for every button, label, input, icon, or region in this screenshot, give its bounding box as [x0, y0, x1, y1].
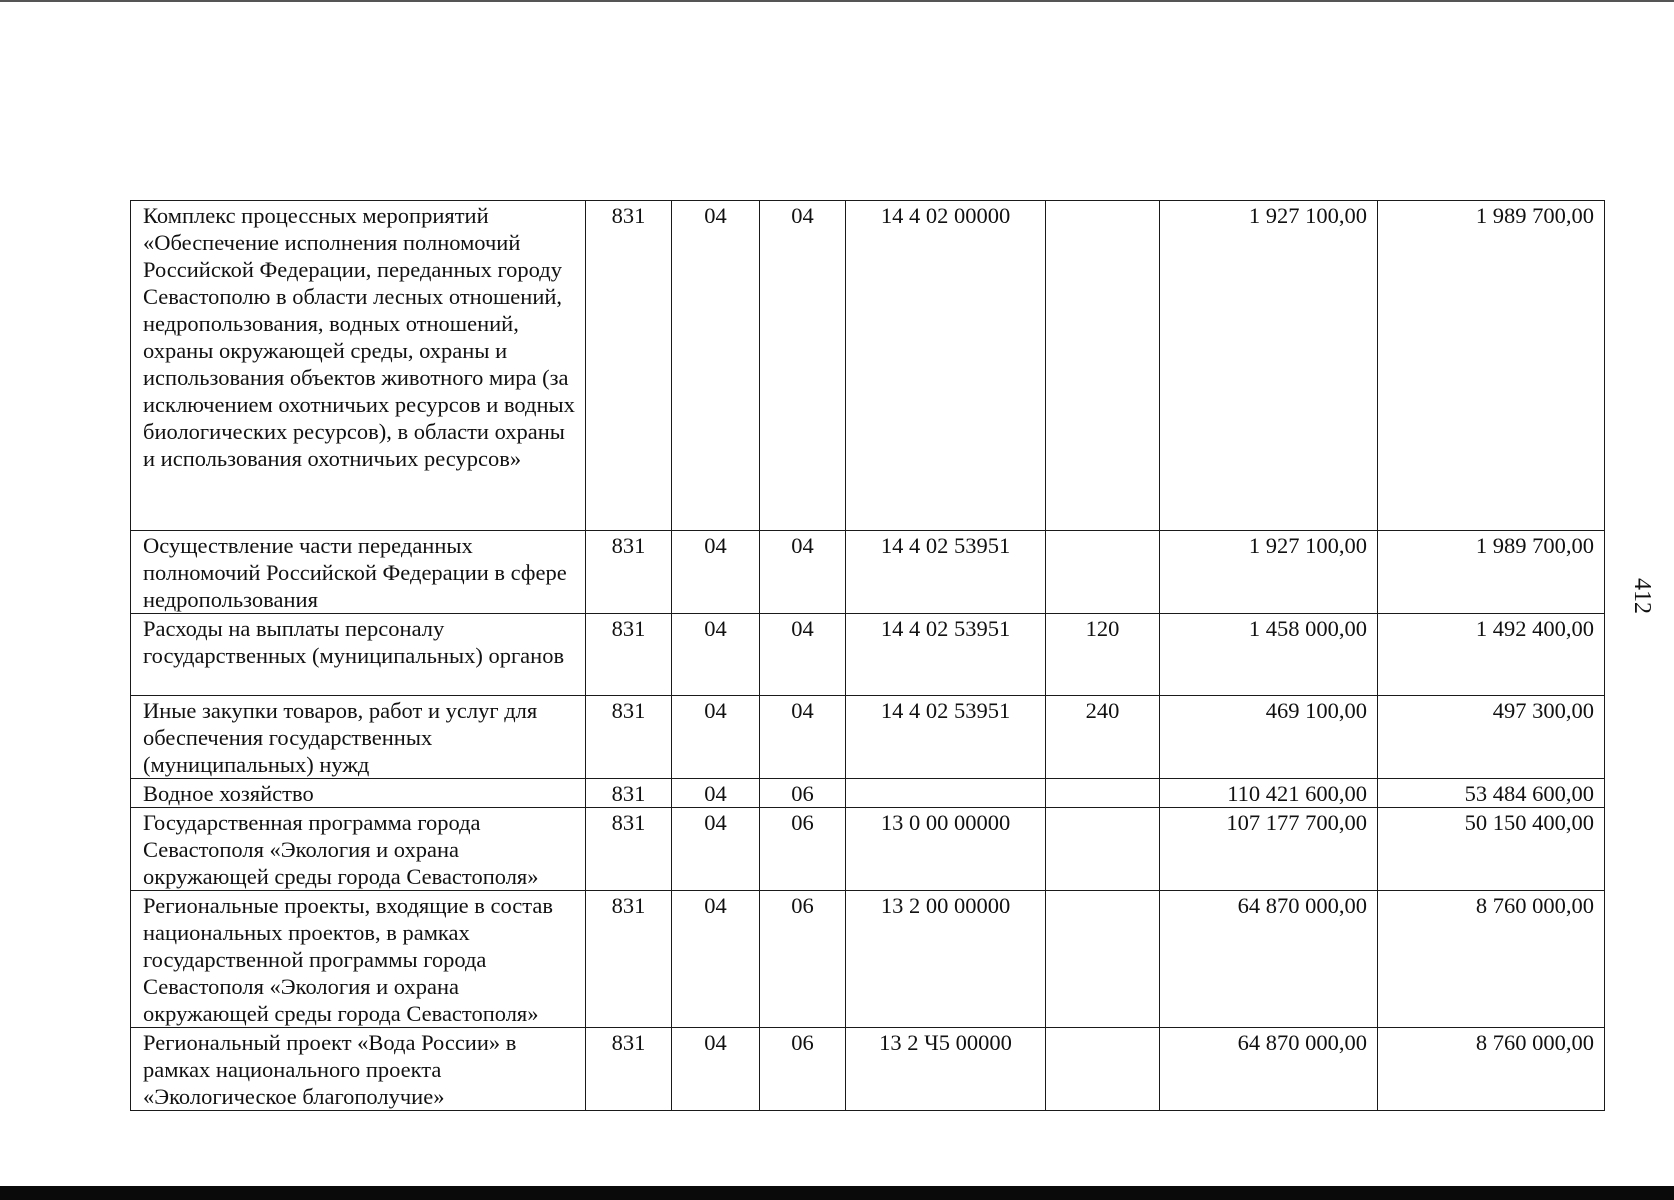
expense-type-cell [1046, 779, 1160, 808]
target-article-cell: 13 2 Ч5 00000 [846, 1028, 1046, 1111]
subsection-cell: 04 [760, 696, 846, 779]
amount-year2-cell: 50 150 400,00 [1378, 808, 1605, 891]
budget-table [130, 200, 1605, 1111]
target-article-cell [846, 779, 1046, 808]
grbs-cell: 831 [586, 779, 672, 808]
scan-bottom-edge [0, 1186, 1674, 1200]
row-name-cell: Иные закупки товаров, работ и услуг для обеспечения государственных (муниципальных) нужд [131, 696, 586, 779]
table-row [131, 614, 1605, 696]
grbs-cell: 831 [586, 1028, 672, 1111]
amount-year1-cell: 64 870 000,00 [1160, 891, 1378, 1028]
section-cell: 04 [672, 531, 760, 614]
grbs-cell: 831 [586, 531, 672, 614]
row-name-cell: Расходы на выплаты персоналу государственных (муниципальных) органов [131, 614, 586, 696]
table-row [131, 696, 1605, 779]
expense-type-cell [1046, 201, 1160, 531]
subsection-cell: 06 [760, 1028, 846, 1111]
amount-year2-cell: 497 300,00 [1378, 696, 1605, 779]
amount-year1-cell: 1 927 100,00 [1160, 531, 1378, 614]
row-name-cell: Региональный проект «Вода России» в рамках национального проекта «Экологическое благополучие» [131, 1028, 586, 1111]
section-cell: 04 [672, 614, 760, 696]
table-row [131, 891, 1605, 1028]
table-row [131, 808, 1605, 891]
target-article-cell: 14 4 02 53951 [846, 614, 1046, 696]
grbs-cell: 831 [586, 201, 672, 531]
section-cell: 04 [672, 891, 760, 1028]
amount-year2-cell: 8 760 000,00 [1378, 891, 1605, 1028]
subsection-cell: 06 [760, 779, 846, 808]
section-cell: 04 [672, 1028, 760, 1111]
table-row [131, 531, 1605, 614]
scan-top-edge [0, 0, 1674, 2]
grbs-cell: 831 [586, 614, 672, 696]
amount-year2-cell: 1 989 700,00 [1378, 201, 1605, 531]
expense-type-cell: 120 [1046, 614, 1160, 696]
amount-year1-cell: 107 177 700,00 [1160, 808, 1378, 891]
subsection-cell: 04 [760, 614, 846, 696]
expense-type-cell: 240 [1046, 696, 1160, 779]
expense-type-cell [1046, 808, 1160, 891]
expense-type-cell [1046, 1028, 1160, 1111]
subsection-cell: 06 [760, 891, 846, 1028]
target-article-cell: 14 4 02 53951 [846, 696, 1046, 779]
row-name-cell: Осуществление части переданных полномочий Российской Федерации в сфере недропользования [131, 531, 586, 614]
amount-year1-cell: 1 927 100,00 [1160, 201, 1378, 531]
expense-type-cell [1046, 891, 1160, 1028]
grbs-cell: 831 [586, 808, 672, 891]
target-article-cell: 13 2 00 00000 [846, 891, 1046, 1028]
page-number: 412 [1629, 578, 1655, 614]
amount-year1-cell: 110 421 600,00 [1160, 779, 1378, 808]
amount-year2-cell: 1 989 700,00 [1378, 531, 1605, 614]
section-cell: 04 [672, 808, 760, 891]
section-cell: 04 [672, 696, 760, 779]
subsection-cell: 04 [760, 531, 846, 614]
amount-year2-cell: 53 484 600,00 [1378, 779, 1605, 808]
grbs-cell: 831 [586, 696, 672, 779]
subsection-cell: 06 [760, 808, 846, 891]
section-cell: 04 [672, 201, 760, 531]
subsection-cell: 04 [760, 201, 846, 531]
table-row [131, 201, 1605, 531]
target-article-cell: 14 4 02 53951 [846, 531, 1046, 614]
amount-year1-cell: 64 870 000,00 [1160, 1028, 1378, 1111]
target-article-cell: 14 4 02 00000 [846, 201, 1046, 531]
grbs-cell: 831 [586, 891, 672, 1028]
row-name-cell: Государственная программа города Севастополя «Экология и охрана окружающей среды города Севастополя» [131, 808, 586, 891]
table-row [131, 1028, 1605, 1111]
amount-year2-cell: 1 492 400,00 [1378, 614, 1605, 696]
amount-year2-cell: 8 760 000,00 [1378, 1028, 1605, 1111]
row-name-cell: Региональные проекты, входящие в состав национальных проектов, в рамках государственной программы города Севастополя «Экология и охрана окружающей среды города Севастополя» [131, 891, 586, 1028]
expense-type-cell [1046, 531, 1160, 614]
target-article-cell: 13 0 00 00000 [846, 808, 1046, 891]
row-name-cell: Комплекс процессных мероприятий «Обеспечение исполнения полномочий Российской Федерации, переданных городу Севастополю в области лесных отношений, недропользования, водных отношений, охраны окружающей среды, охраны и использования объектов животного мира (за исключением охотничьих ресурсов и водных биологических ресурсов), в области охраны и использования охотничьих ресурсов» [131, 201, 586, 531]
amount-year1-cell: 1 458 000,00 [1160, 614, 1378, 696]
row-name-cell: Водное хозяйство [131, 779, 586, 808]
section-cell: 04 [672, 779, 760, 808]
amount-year1-cell: 469 100,00 [1160, 696, 1378, 779]
table-row [131, 779, 1605, 808]
